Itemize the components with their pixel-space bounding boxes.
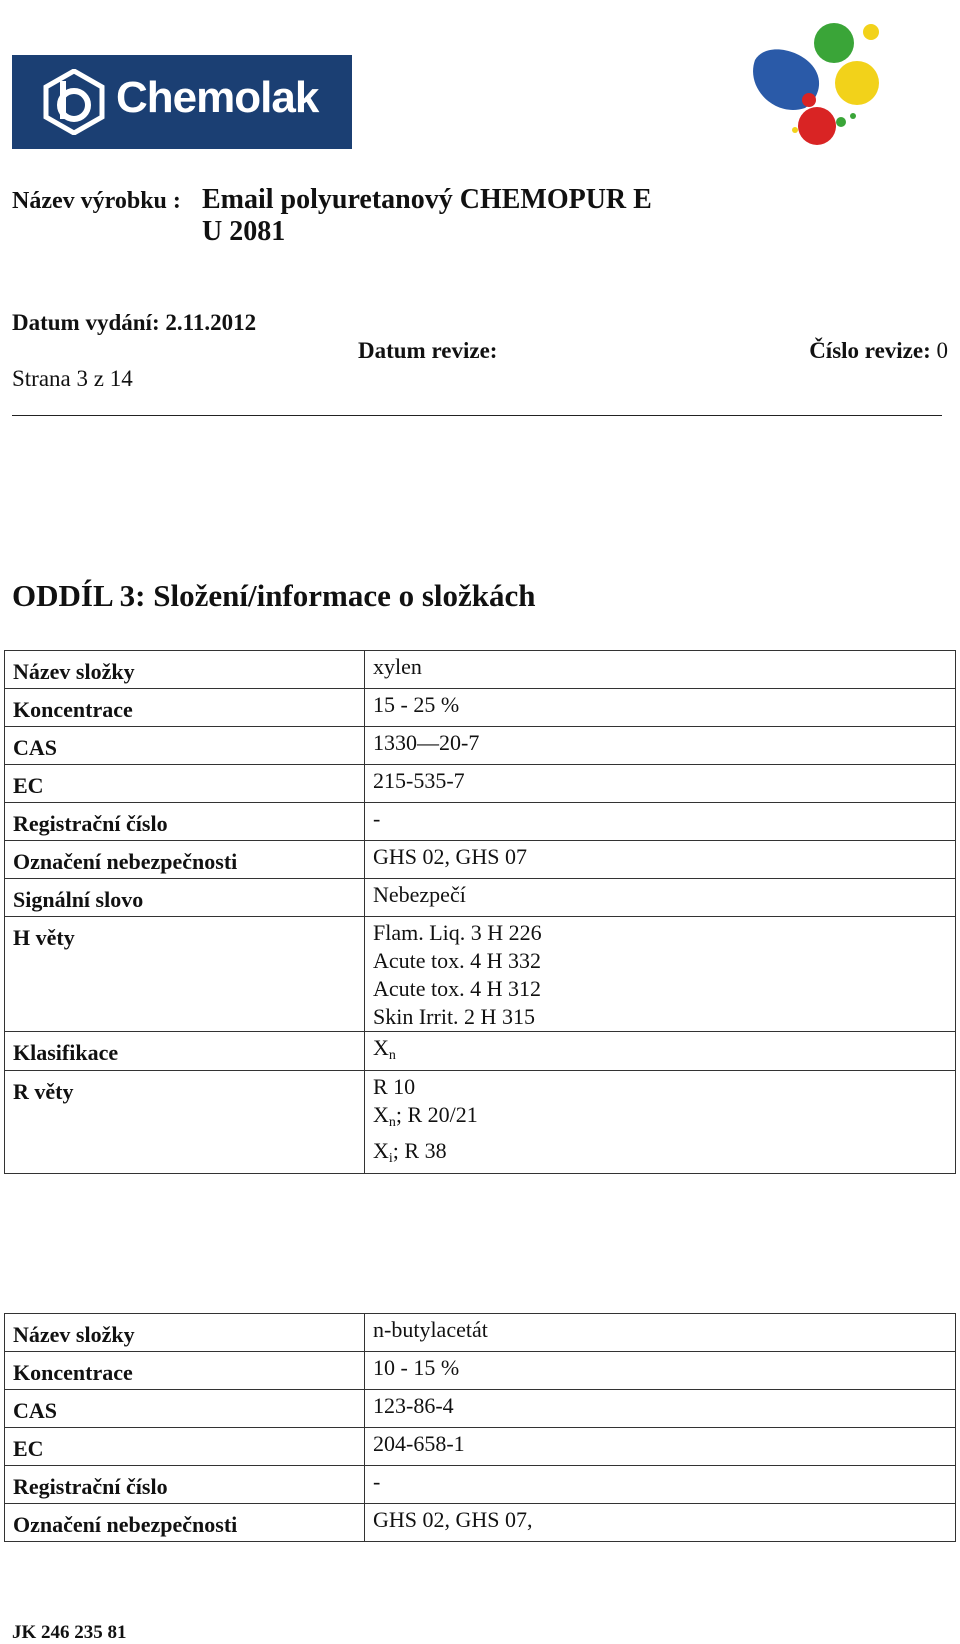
table-row bbox=[5, 1428, 956, 1466]
field-value bbox=[365, 651, 956, 689]
table-row bbox=[5, 879, 956, 917]
field-value-line: 1330—20-7 bbox=[373, 730, 480, 755]
field-value-line: GHS 02, GHS 07 bbox=[373, 844, 528, 869]
field-label: Název složky bbox=[5, 651, 365, 689]
field-value-line: Acute tox. 4 H 332 bbox=[373, 948, 542, 973]
table-row bbox=[5, 727, 956, 765]
field-value bbox=[365, 841, 956, 879]
field-value-line: Skin Irrit. 2 H 315 bbox=[373, 1004, 535, 1029]
field-label: H věty bbox=[5, 917, 365, 1032]
field-value-line: 10 - 15 % bbox=[373, 1355, 460, 1380]
chemolak-logo-mark-icon bbox=[42, 69, 106, 135]
field-value bbox=[365, 1032, 956, 1071]
table-row bbox=[5, 1032, 956, 1071]
field-value-line: Flam. Liq. 3 H 226 bbox=[373, 920, 542, 945]
header-divider bbox=[12, 415, 942, 416]
field-label: Koncentrace bbox=[5, 1352, 365, 1390]
paint-dots-graphic bbox=[735, 8, 935, 158]
table-row bbox=[5, 765, 956, 803]
symbol-base: X bbox=[373, 1102, 389, 1127]
component-table-1 bbox=[4, 650, 956, 1174]
table-row bbox=[5, 1466, 956, 1504]
field-label: EC bbox=[5, 765, 365, 803]
table-row bbox=[5, 803, 956, 841]
product-name-label: Název výrobku : bbox=[12, 188, 181, 214]
table-row bbox=[5, 689, 956, 727]
table-row bbox=[5, 1504, 956, 1542]
field-label: Registrační číslo bbox=[5, 803, 365, 841]
field-label: Signální slovo bbox=[5, 879, 365, 917]
field-label: Koncentrace bbox=[5, 689, 365, 727]
revision-date-label: Datum revize: bbox=[358, 338, 498, 363]
field-value-line: xylen bbox=[373, 654, 422, 679]
field-label: R věty bbox=[5, 1071, 365, 1174]
field-value-line: 123-86-4 bbox=[373, 1393, 454, 1418]
component-table-body bbox=[5, 651, 956, 1174]
table-row bbox=[5, 1390, 956, 1428]
table-row bbox=[5, 651, 956, 689]
component-table-body bbox=[5, 1314, 956, 1542]
field-value-line bbox=[373, 1101, 947, 1137]
field-value-line: Nebezpečí bbox=[373, 882, 466, 907]
field-value-line bbox=[373, 1137, 947, 1173]
revision-number bbox=[809, 338, 948, 364]
field-label: CAS bbox=[5, 1390, 365, 1428]
field-value-line: - bbox=[373, 806, 381, 831]
field-value bbox=[365, 1071, 956, 1174]
symbol-subscript: n bbox=[388, 1048, 396, 1063]
product-name-line1: Email polyuretanový CHEMOPUR E bbox=[202, 184, 652, 215]
field-label: Klasifikace bbox=[5, 1032, 365, 1071]
field-value-line bbox=[373, 1034, 947, 1070]
field-value-line: 215-535-7 bbox=[373, 768, 465, 793]
field-value bbox=[365, 1428, 956, 1466]
symbol-rest: ; R 20/21 bbox=[395, 1102, 478, 1127]
field-value-line: GHS 02, GHS 07, bbox=[373, 1507, 533, 1532]
field-label: Název složky bbox=[5, 1314, 365, 1352]
table-row bbox=[5, 1314, 956, 1352]
page-number: Strana 3 z 14 bbox=[12, 366, 133, 391]
table-row bbox=[5, 841, 956, 879]
field-value bbox=[365, 1352, 956, 1390]
field-value bbox=[365, 803, 956, 841]
field-label: CAS bbox=[5, 727, 365, 765]
field-value bbox=[365, 1314, 956, 1352]
field-value bbox=[365, 1390, 956, 1428]
symbol-base: X bbox=[373, 1138, 389, 1163]
field-label: Označení nebezpečnosti bbox=[5, 1504, 365, 1542]
field-value-line: Acute tox. 4 H 312 bbox=[373, 976, 542, 1001]
table-row bbox=[5, 917, 956, 1032]
issue-date: Datum vydání: 2.11.2012 bbox=[12, 310, 257, 335]
field-value bbox=[365, 1504, 956, 1542]
field-label: Registrační číslo bbox=[5, 1466, 365, 1504]
chemolak-logo bbox=[12, 55, 352, 149]
field-value bbox=[365, 689, 956, 727]
field-value-line: - bbox=[373, 1469, 381, 1494]
field-label: Označení nebezpečnosti bbox=[5, 841, 365, 879]
product-name-value bbox=[202, 184, 652, 248]
field-value-line: 15 - 25 % bbox=[373, 692, 460, 717]
symbol-subscript: n bbox=[388, 1115, 396, 1130]
field-label: EC bbox=[5, 1428, 365, 1466]
revision-number-value: 0 bbox=[936, 338, 948, 363]
footer-code: JK 246 235 81 bbox=[12, 1622, 127, 1643]
logo-brand-text: Chemolak bbox=[116, 73, 319, 122]
field-value-line: 204-658-1 bbox=[373, 1431, 465, 1456]
field-value bbox=[365, 765, 956, 803]
field-value bbox=[365, 727, 956, 765]
field-value bbox=[365, 1466, 956, 1504]
table-row bbox=[5, 1352, 956, 1390]
table-row bbox=[5, 1071, 956, 1174]
symbol-rest: ; R 38 bbox=[392, 1138, 447, 1163]
component-table-2 bbox=[4, 1313, 956, 1542]
field-value-line: R 10 bbox=[373, 1074, 416, 1099]
symbol-subscript: i bbox=[388, 1151, 393, 1166]
field-value bbox=[365, 879, 956, 917]
symbol-base: X bbox=[373, 1035, 389, 1060]
product-name-line2: U 2081 bbox=[202, 216, 286, 247]
field-value bbox=[365, 917, 956, 1032]
field-value-line: n-butylacetát bbox=[373, 1317, 488, 1342]
section-title: ODDÍL 3: Složení/informace o složkách bbox=[12, 578, 536, 613]
revision-number-label: Číslo revize: bbox=[809, 338, 931, 363]
